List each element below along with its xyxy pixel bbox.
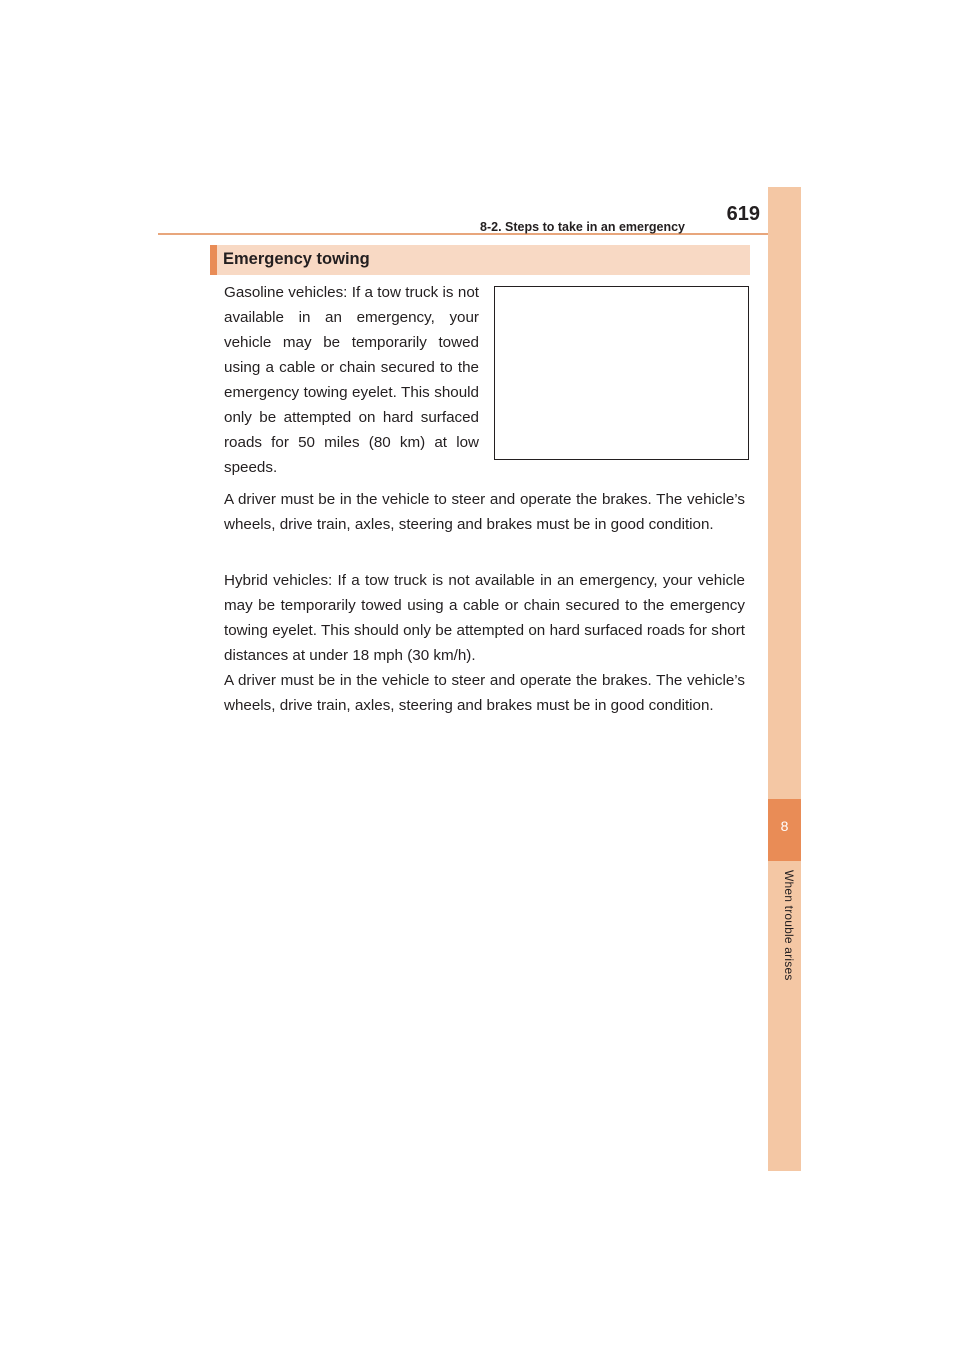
illustration-frame bbox=[494, 286, 749, 460]
chapter-side-strip bbox=[768, 187, 801, 1171]
heading-accent-mark bbox=[210, 245, 217, 275]
paragraph-driver-note: A driver must be in the vehicle to steer and operate the brakes. The vehicle’s wheels, drive train, axles, steering and brakes must be in good condition. bbox=[224, 491, 745, 533]
page-number: 619 bbox=[726, 203, 760, 225]
section-title: 8-2. Steps to take in an emergency bbox=[480, 220, 685, 234]
paragraph-hybrid: Hybrid vehicles: If a tow truck is not available in an emergency, your vehicle may be temporarily towed using a cable or chain secured to the emergency towing eyelet. This should only be attempted on hard surfaced roads for short distances at under 18 mph (30 km/h). bbox=[224, 572, 745, 664]
chapter-number: 8 bbox=[780, 818, 789, 834]
section-heading: Emergency towing bbox=[223, 250, 370, 268]
paragraph-gasoline: Gasoline vehicles: If a tow truck is not available in an emergency, your vehicle may be temporarily towed using a cable or chain secured to the emergency towing eyelet. This should only be attempted on hard surfaced roads for 50 miles (80 km) at low speeds. bbox=[224, 284, 479, 476]
chapter-label: When trouble arises bbox=[782, 870, 796, 981]
paragraph-driver-note-2: A driver must be in the vehicle to steer and operate the brakes. The vehicle’s wheels, drive train, axles, steering and brakes must be in good condition. bbox=[224, 672, 745, 714]
